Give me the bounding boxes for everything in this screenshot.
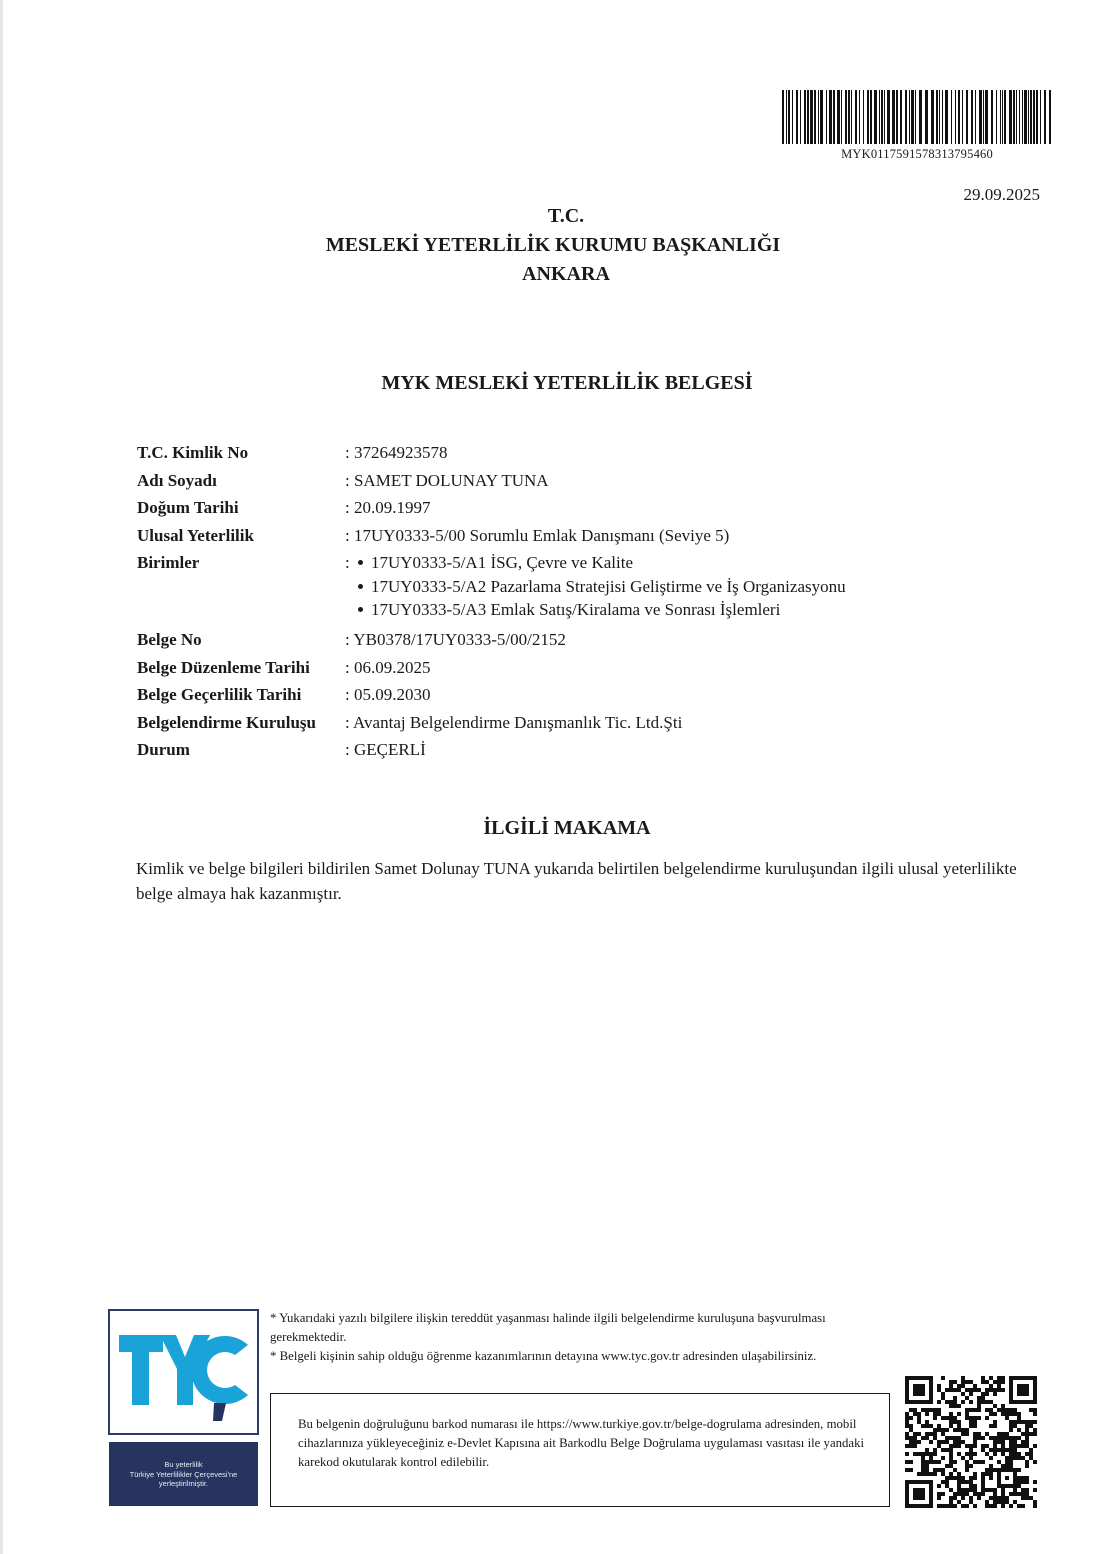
value-name: : SAMET DOLUNAY TUNA bbox=[345, 470, 549, 490]
units-list bbox=[354, 551, 846, 622]
unit-item bbox=[354, 575, 846, 599]
label-cert-issue-date: Belge Düzenleme Tarihi bbox=[137, 657, 310, 677]
unit-item-text: 17UY0333-5/A2 Pazarlama Stratejisi Geliştirme ve İş Organizasyonu bbox=[370, 576, 846, 596]
label-units: Birimler bbox=[137, 553, 200, 572]
label-cert-no: Belge No bbox=[137, 630, 202, 649]
barcode-number: MYK0117591578313795460 bbox=[841, 147, 993, 161]
row-issue-date bbox=[137, 656, 846, 684]
unit-item bbox=[354, 551, 846, 575]
label-valid-until: Belge Geçerlilik Tarihi bbox=[137, 685, 302, 704]
bullet-icon bbox=[358, 560, 363, 565]
barcode-block bbox=[782, 90, 1052, 162]
qr-code-icon[interactable] bbox=[905, 1376, 1037, 1508]
footnote-2: * Belgeli kişinin sahip olduğu öğrenme kazanımlarının detayına www.tyc.gov.tr adresinden ulaşabilirsiniz. bbox=[270, 1349, 817, 1363]
tyc-logo bbox=[108, 1309, 259, 1435]
issue-date: 29.09.2025 bbox=[963, 185, 1040, 204]
bullet-icon bbox=[358, 607, 363, 612]
value-tc-no: : 37264923578 bbox=[345, 443, 448, 462]
addressee-title: İLGİLİ MAKAMA bbox=[483, 817, 651, 839]
value-qualification: : 17UY0333-5/00 Sorumlu Emlak Danışmanı (Seviye 5) bbox=[345, 525, 730, 545]
addressee-text: Kimlik ve belge bilgileri bildirilen Samet Dolunay TUNA yukarıda belirtilen belgelendirme kuruluşundan ilgili ulusal yeterlilikte belge almaya hak kazanmıştır. bbox=[136, 859, 1017, 903]
tyc-logo-caption bbox=[109, 1442, 258, 1506]
label-status: Durum bbox=[137, 740, 190, 759]
value-cert-issue-date: : 06.09.2025 bbox=[345, 657, 431, 677]
institution-header bbox=[0, 202, 1106, 289]
value-birth-date: : 20.09.1997 bbox=[345, 498, 431, 517]
row-qualification bbox=[137, 524, 846, 552]
row-name bbox=[137, 469, 846, 497]
label-certification-body: Belgelendirme Kuruluşu bbox=[137, 712, 316, 732]
row-certification-body bbox=[137, 711, 846, 739]
value-status: : GEÇERLİ bbox=[345, 740, 426, 759]
header-line-tc: T.C. bbox=[547, 205, 585, 227]
footnote-1: * Yukarıdaki yazılı bilgilere ilişkin tereddüt yaşanması halinde ilgili belgelendirme kuruluşuna başvurulması gerekmektedir. bbox=[270, 1311, 826, 1344]
label-name: Adı Soyadı bbox=[137, 470, 217, 490]
label-qualification: Ulusal Yeterlilik bbox=[137, 525, 254, 545]
label-tc-no: T.C. Kimlik No bbox=[137, 443, 249, 462]
tyc-logo-icon bbox=[110, 1311, 257, 1433]
value-cert-no: : YB0378/17UY0333-5/00/2152 bbox=[345, 630, 566, 649]
unit-item-text: 17UY0333-5/A3 Emlak Satış/Kiralama ve Sonrası İşlemleri bbox=[370, 600, 781, 619]
footnotes bbox=[270, 1309, 860, 1366]
row-cert-no bbox=[137, 628, 846, 656]
logo-caption-line: Türkiye Yeterlilikler Çerçevesi'ne bbox=[129, 1469, 238, 1479]
document-title: MYK MESLEKİ YETERLİLİK BELGESİ bbox=[381, 372, 753, 394]
row-valid-until bbox=[137, 683, 846, 711]
unit-item bbox=[354, 598, 846, 622]
value-certification-body: : Avantaj Belgelendirme Danışmanlık Tic. Ltd.Şti bbox=[345, 712, 683, 732]
value-units bbox=[345, 551, 846, 628]
units-prefix: : bbox=[345, 553, 350, 572]
row-tc-no bbox=[137, 441, 846, 469]
barcode-image bbox=[782, 90, 1052, 144]
verification-text: Bu belgenin doğruluğunu barkod numarası ile https://www.turkiye.gov.tr/belge-dogrulama adresinden, mobil cihazlarınıza yükleyeceğiniz e-Devlet Kapısına ait Barkodlu Belge Doğrulama uygulaması vasıtası ile yandaki karekod okutularak kontrol edilebilir. bbox=[298, 1417, 865, 1469]
row-status bbox=[137, 738, 846, 766]
row-birth-date bbox=[137, 496, 846, 524]
bullet-icon bbox=[358, 584, 363, 589]
logo-caption-line: yerleştirilmiştir. bbox=[158, 1479, 209, 1488]
label-birth-date: Doğum Tarihi bbox=[137, 498, 239, 517]
certificate-info-table bbox=[137, 441, 846, 766]
value-valid-until: : 05.09.2030 bbox=[345, 685, 431, 704]
unit-item-text: 17UY0333-5/A1 İSG, Çevre ve Kalite bbox=[370, 553, 634, 572]
header-line-institution: MESLEKİ YETERLİLİK KURUMU BAŞKANLIĞI bbox=[325, 234, 781, 256]
logo-caption-line: Bu yeterlilik bbox=[164, 1460, 203, 1469]
header-line-city: ANKARA bbox=[522, 263, 610, 285]
verification-box bbox=[270, 1393, 890, 1507]
row-units bbox=[137, 551, 846, 628]
